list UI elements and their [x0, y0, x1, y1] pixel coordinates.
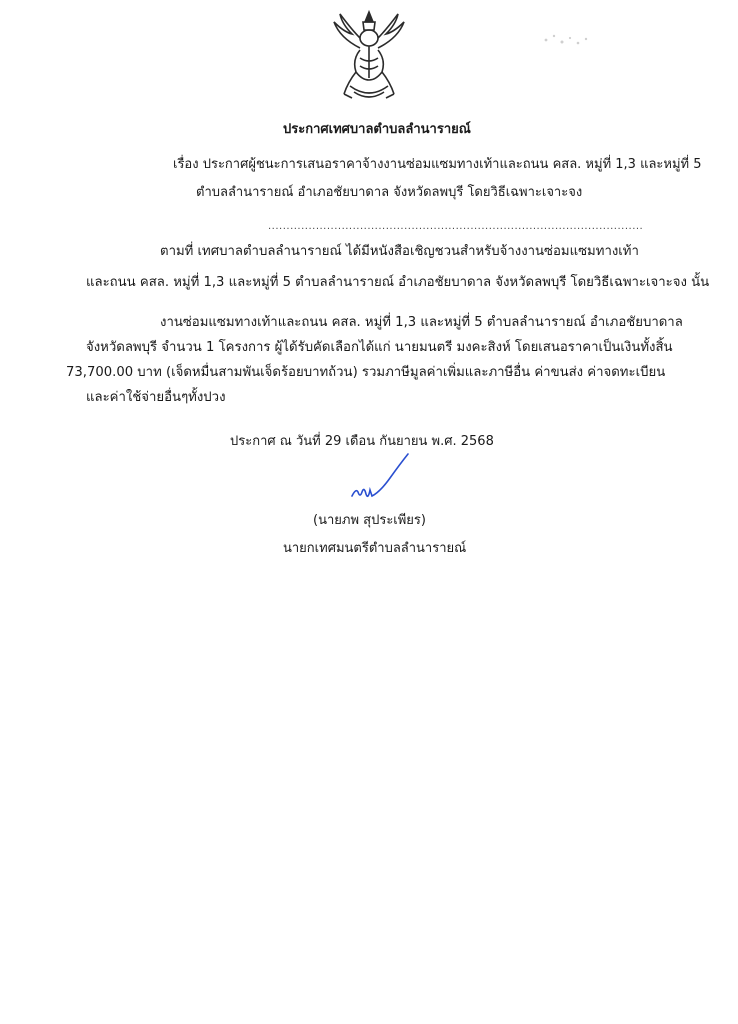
- announcement-date: ประกาศ ณ วันที่ 29 เดือน กันยายน พ.ศ. 2568: [230, 434, 494, 449]
- announcement-title: ประกาศเทศบาลตำบลลำนารายณ์: [283, 122, 471, 137]
- signer-name: (นายภพ สุประเพียร): [313, 513, 426, 528]
- body-paragraph-line: งานซ่อมแซมทางเท้าและถนน คสล. หมู่ที่ 1,3 และหมู่ที่ 5 ตำบลลำนารายณ์ อำเภอชัยบาดาล: [160, 315, 683, 330]
- scan-smudge: [540, 30, 595, 50]
- body-paragraph-line: และถนน คสล. หมู่ที่ 1,3 และหมู่ที่ 5 ตำบลลำนารายณ์ อำเภอชัยบาดาล จังหวัดลพบุรี โดยวิธีเฉพาะเจาะจง นั้น: [86, 275, 710, 290]
- subject-line-2: ตำบลลำนารายณ์ อำเภอชัยบาดาล จังหวัดลพบุรี โดยวิธีเฉพาะเจาะจง: [196, 185, 583, 200]
- body-paragraph-line: ตามที่ เทศบาลตำบลลำนารายณ์ ได้มีหนังสือเชิญชวนสำหรับจ้างงานซ่อมแซมทางเท้า: [160, 244, 639, 259]
- body-paragraph-line: และค่าใช้จ่ายอื่นๆทั้งปวง: [86, 390, 226, 405]
- signature-mark: [350, 452, 410, 510]
- signer-position: นายกเทศมนตรีตำบลลำนารายณ์: [283, 541, 467, 556]
- body-paragraph-line: จังหวัดลพบุรี จำนวน 1 โครงการ ผู้ได้รับคัดเลือกได้แก่ นายมนตรี มงคะสิงห์ โดยเสนอราคาเป็นเงินทั้งสิ้น: [86, 340, 673, 355]
- garuda-emblem-icon: [330, 8, 408, 104]
- dotted-divider: ......................................................................................................: [268, 221, 644, 232]
- body-paragraph-line: 73,700.00 บาท (เจ็ดหมื่นสามพันเจ็ดร้อยบาทถ้วน) รวมภาษีมูลค่าเพิ่มและภาษีอื่น ค่าขนส่ง ค่าจดทะเบียน: [66, 365, 666, 380]
- subject-line-1: เรื่อง ประกาศผู้ชนะการเสนอราคาจ้างงานซ่อมแซมทางเท้าและถนน คสล. หมู่ที่ 1,3 และหมู่ที่ 5: [173, 157, 702, 172]
